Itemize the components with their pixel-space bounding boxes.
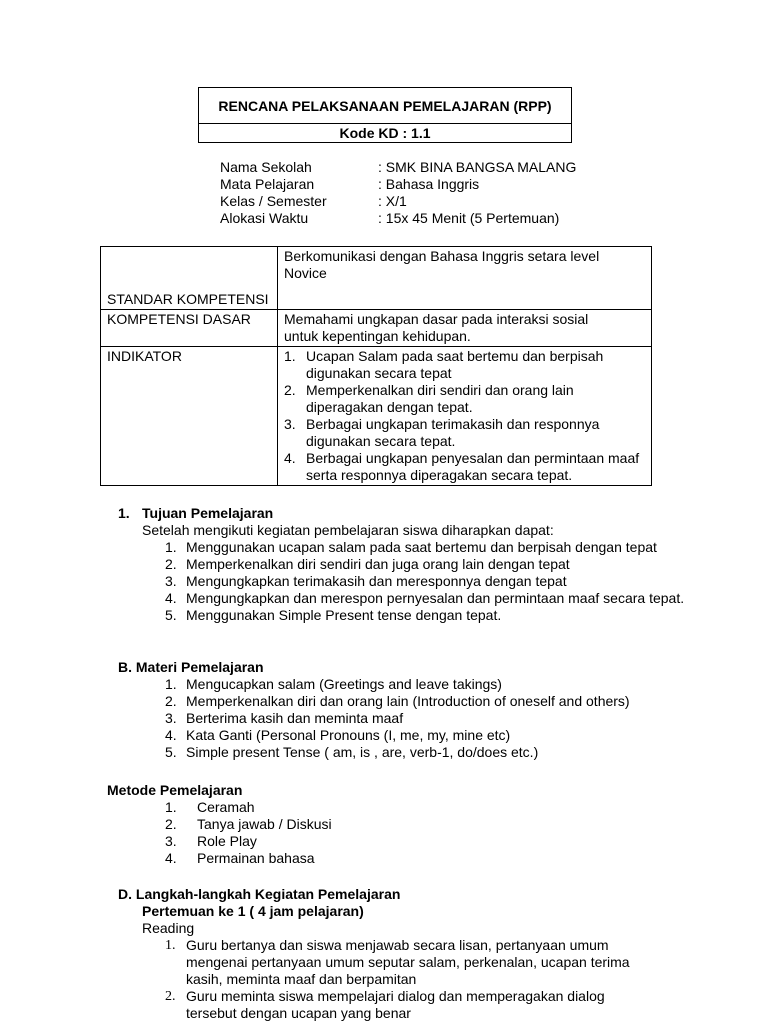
list-item [165,937,678,988]
item-number: 4. [165,727,177,743]
list-item [165,816,707,833]
item-number: 3. [165,710,177,726]
item-number: 2. [165,556,177,572]
item-number: 1. [165,799,177,815]
item-number: 5. [165,607,177,623]
list-item [165,727,718,744]
item-number: 2. [165,816,177,832]
dasar-label: KOMPETENSI DASAR [101,310,278,347]
list-item [284,348,645,382]
section-title: D. Langkah-langkah Kegiatan Pemelajaran [118,886,401,902]
metode-section [107,782,707,867]
list-item [165,988,678,1022]
list-item [165,799,707,816]
section-title: Tujuan Pemelajaran [142,505,274,521]
list-item [165,833,707,850]
item-text: Memperkenalkan diri sendiri dan juga orang lain dengan tepat [186,556,570,572]
item-number: 4. [165,590,177,606]
item-number: 3. [165,833,177,849]
section-title: B. Materi Pemelajaran [118,659,264,675]
school-info [220,159,576,227]
item-number: 2. [284,382,296,398]
info-row [220,210,576,227]
item-text: Menggunakan ucapan salam pada saat bertemu dan berpisah dengan tepat [186,539,657,555]
section-title: Metode Pemelajaran [107,782,243,798]
table-row [101,247,652,310]
item-number: 1. [284,348,296,364]
list-item [165,573,718,590]
list-item [165,744,718,761]
langkah-section [118,886,678,1022]
info-label: Alokasi Waktu [220,210,309,226]
indikator-list-cell [278,347,652,486]
section-heading [118,505,718,522]
item-number: 5. [165,744,177,760]
item-text: Mengungkapkan terimakasih dan meresponnya dengan tepat [186,573,567,589]
info-label: Nama Sekolah [220,159,312,175]
item-text: Berbagai ungkapan penyesalan dan permintaan maaf serta responnya diperagakan secara tepat. [306,450,640,483]
indikator-label: INDIKATOR [101,347,278,486]
section-number: 1. [118,505,130,521]
item-text: Berbagai ungkapan terimakasih dan responnya digunakan secara tepat. [306,416,600,449]
item-number: 2. [165,693,177,709]
item-number: 3. [284,416,296,432]
dasar-value: Memahami ungkapan dasar pada interaksi sosial untuk kepentingan kehidupan. [278,310,652,347]
item-text: Menggunakan Simple Present tense dengan tepat. [186,607,502,623]
tujuan-section [118,505,718,624]
info-value: : SMK BINA BANGSA MALANG [378,159,577,175]
competency-table [100,246,652,486]
info-value: : X/1 [378,193,407,209]
reading-label: Reading [142,920,195,936]
kode-kd: Kode KD : 1.1 [339,125,431,141]
item-number: 2. [165,989,176,1004]
item-text: Role Play [197,833,257,849]
pertemuan-title: Pertemuan ke 1 ( 4 jam pelajaran) [142,903,364,919]
item-number: 1. [165,539,177,555]
section-intro: Setelah mengikuti kegiatan pembelajaran siswa diharapkan dapat: [142,522,554,538]
info-row [220,159,576,176]
list-item [165,676,718,693]
item-text: Tanya jawab / Diskusi [197,816,332,832]
list-item [165,539,718,556]
info-label: Kelas / Semester [220,193,327,209]
item-number: 3. [165,573,177,589]
indikator-list [284,348,645,484]
list-item [165,693,718,710]
materi-list [118,676,718,761]
metode-list [107,799,707,867]
info-value: : 15x 45 Menit (5 Pertemuan) [378,210,560,226]
item-text: Memperkenalkan diri dan orang lain (Introduction of oneself and others) [186,693,630,709]
standar-value: Berkomunikasi dengan Bahasa Inggris setara level Novice [278,247,652,310]
item-text: Ucapan Salam pada saat bertemu dan berpisah digunakan secara tepat [306,348,604,381]
standar-label: STANDAR KOMPETENSI [101,247,278,310]
list-item [284,382,645,416]
item-number: 4. [165,850,177,866]
item-number: 4. [284,450,296,466]
item-text: Mengungkapkan dan merespon pernyesalan dan permintaan maaf secara tepat. [186,590,685,606]
info-label: Mata Pelajaran [220,176,315,192]
item-text: Berterima kasih dan meminta maaf [186,710,404,726]
item-text: Simple present Tense ( am, is , are, verb-1, do/does etc.) [186,744,539,760]
document-title: RENCANA PELAKSANAAN PEMELAJARAN (RPP) [199,88,571,124]
item-text: Permainan bahasa [197,850,315,866]
item-text: Ceramah [197,799,255,815]
list-item [165,850,707,867]
item-text: Memperkenalkan diri sendiri dan orang lain diperagakan dengan tepat. [306,382,574,415]
info-row [220,193,576,210]
title-box [198,87,572,143]
list-item [165,590,718,607]
list-item [284,450,645,484]
item-number: 1. [165,676,177,692]
item-text: Kata Ganti (Personal Pronouns (I, me, my, mine etc) [186,727,511,743]
item-text: Guru bertanya dan siswa menjawab secara lisan, pertanyaan umum mengenai pertanyaan umum seputar salam, perkenalan, ucapan terima kasih, meminta maaf dan berpamitan [186,937,630,987]
item-text: Mengucapkan salam (Greetings and leave takings) [186,676,502,692]
list-item [165,556,718,573]
table-row [101,347,652,486]
info-value: : Bahasa Inggris [378,176,480,192]
info-row [220,176,576,193]
materi-section [118,659,718,761]
item-text: Guru meminta siswa mempelajari dialog dan memperagakan dialog tersebut dengan ucapan yang benar [186,988,605,1021]
tujuan-list [118,539,718,624]
table-row [101,310,652,347]
list-item [165,710,718,727]
list-item [284,416,645,450]
list-item [165,607,718,624]
item-number: 1. [165,938,176,953]
langkah-list [118,937,678,1022]
